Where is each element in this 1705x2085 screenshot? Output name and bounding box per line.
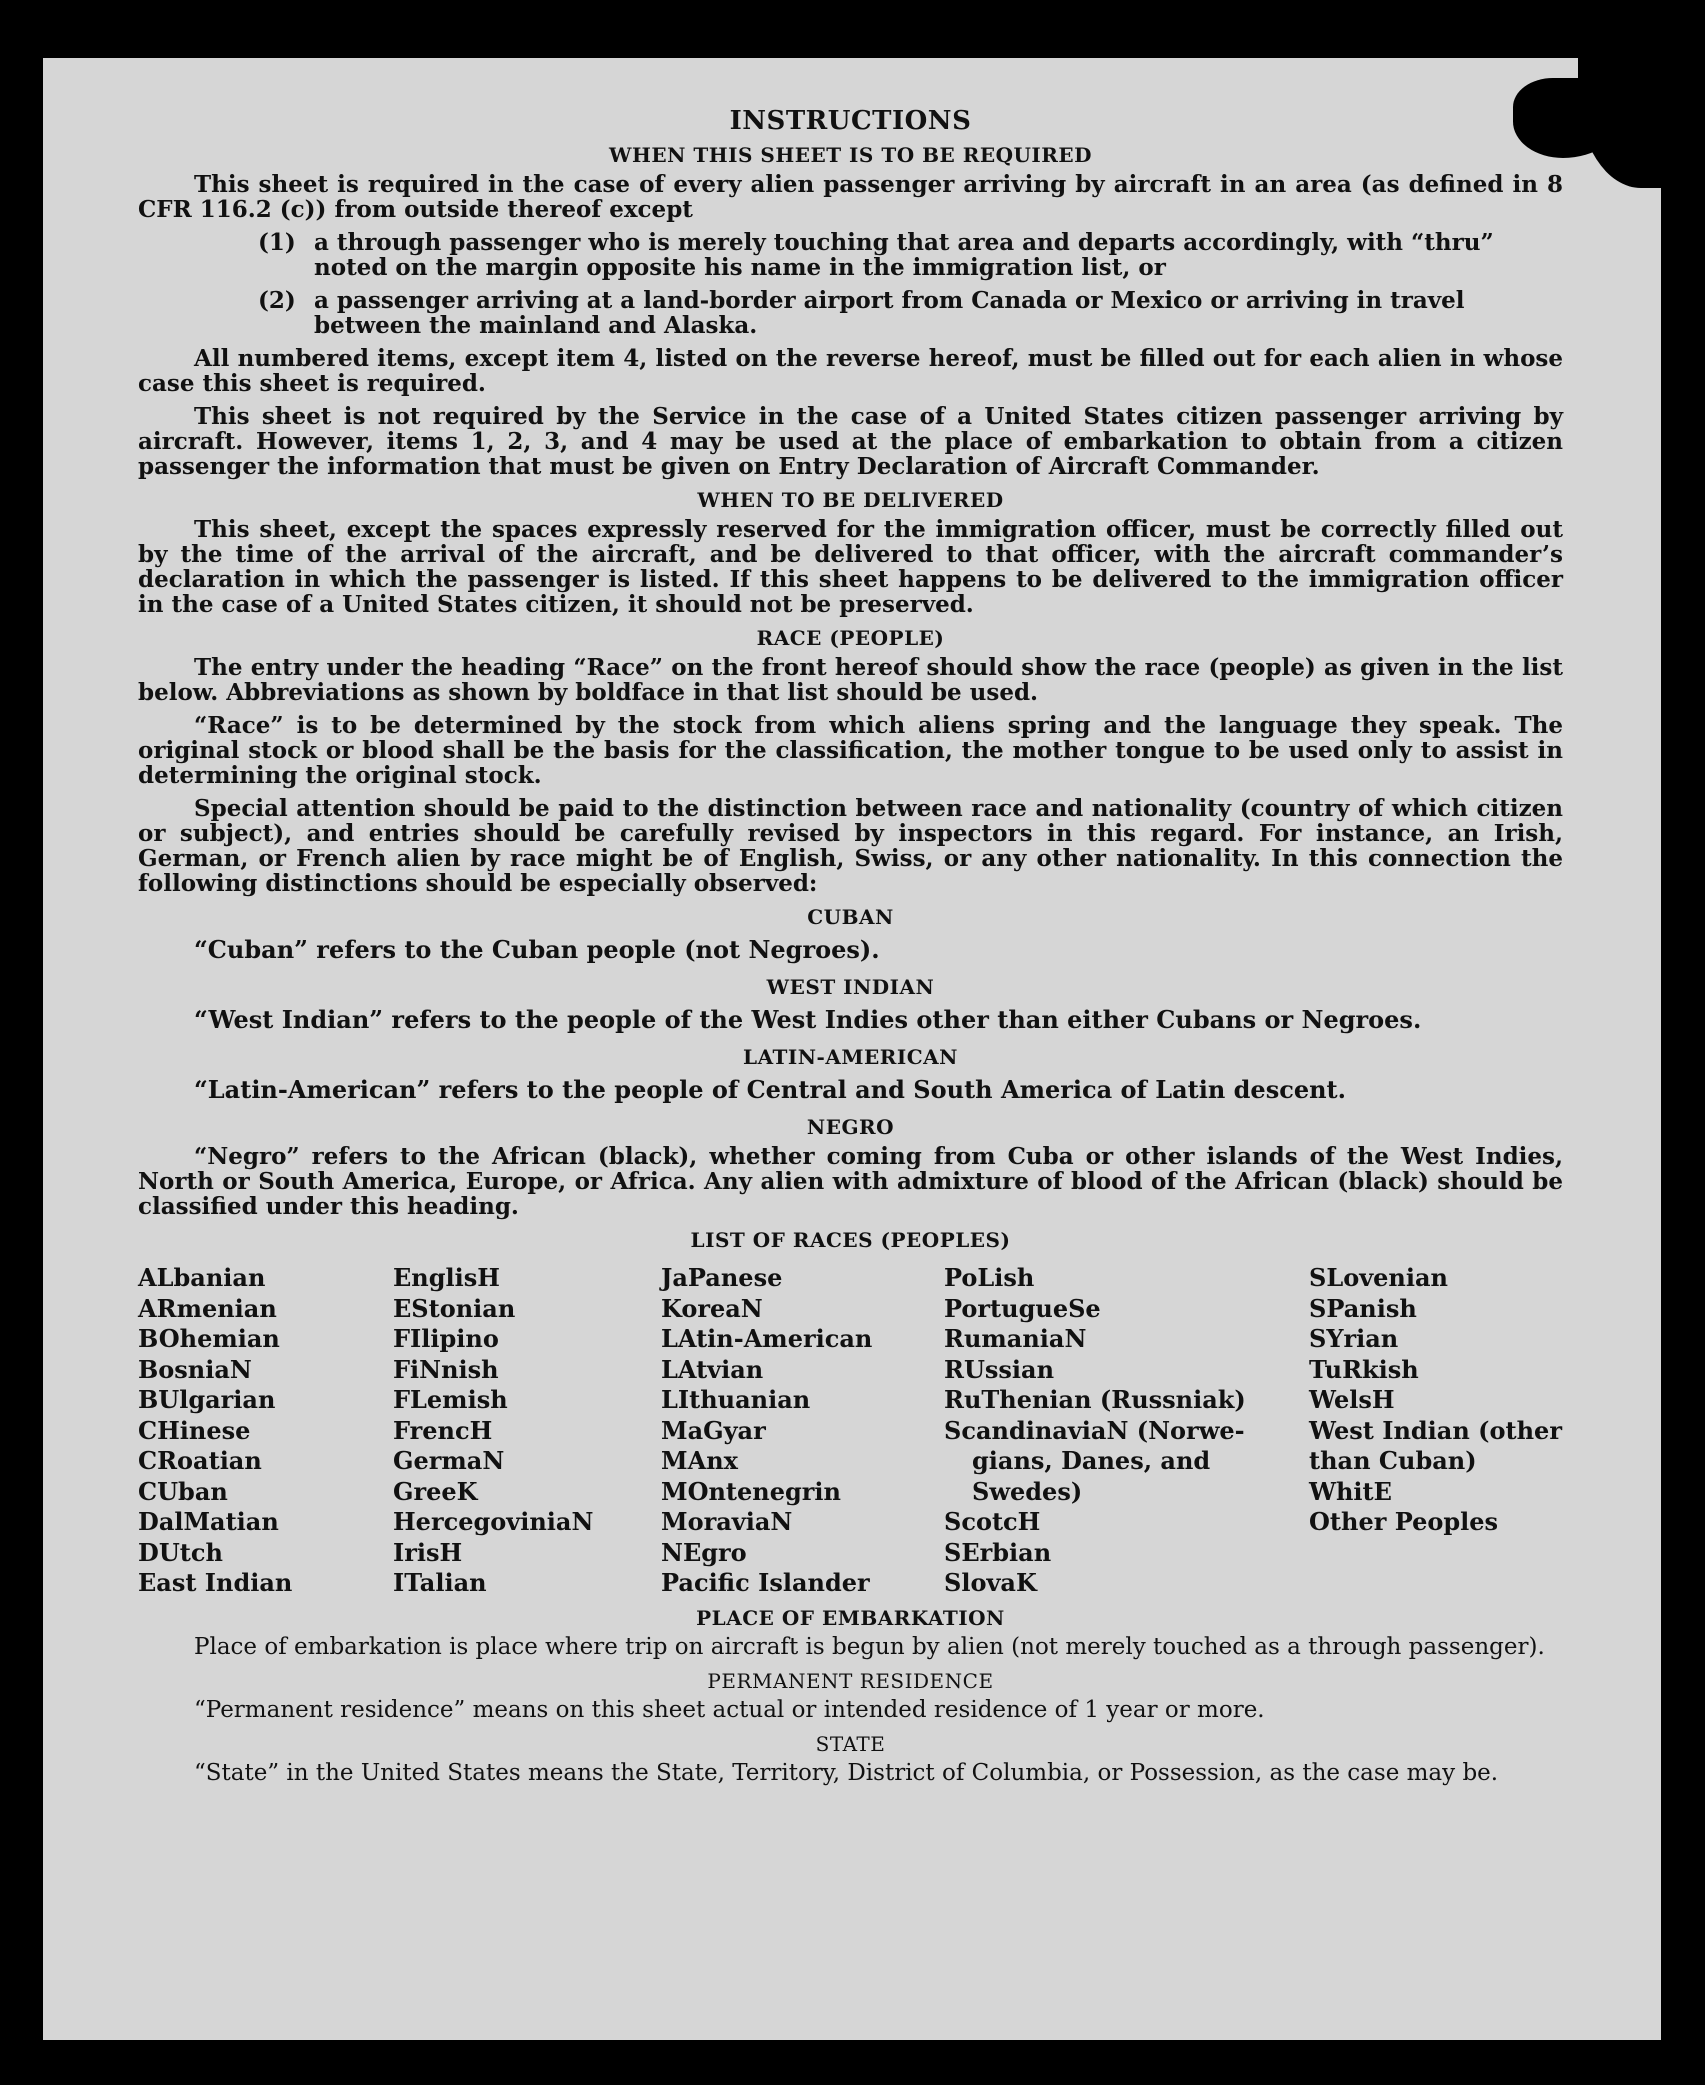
race-entry: ALbanian xyxy=(138,1263,266,1292)
race-entry: CRoatian xyxy=(138,1446,262,1475)
race-entry: DUtch xyxy=(138,1537,223,1567)
race-entry: gians, Danes, and xyxy=(972,1446,1211,1475)
race-entry: FiNnish xyxy=(393,1354,499,1384)
latin-american-definition: “Latin-American” refers to the people of Central and South America of Latin descent. xyxy=(194,1075,1346,1104)
item-number: (1) xyxy=(258,229,296,256)
race-entry: MOntenegrin xyxy=(661,1476,841,1506)
race-entry: SPanish xyxy=(1309,1293,1417,1323)
race-entry: WelsH xyxy=(1309,1385,1395,1414)
races-column-3 xyxy=(661,1263,944,1599)
races-column-5 xyxy=(1309,1263,1563,1599)
race-entry: JaPanese xyxy=(661,1263,783,1292)
heading-state: STATE xyxy=(815,1731,886,1756)
when-required-intro: This sheet is required in the case of every alien passenger arriving by aircraft in an area (as defined in 8 CFR 116.2 (c)) from outside thereof except xyxy=(138,171,1563,223)
instructions-body xyxy=(138,106,1563,1794)
document-page xyxy=(43,58,1661,2040)
race-entry: PoLish xyxy=(944,1263,1035,1292)
item-text: a through passenger who is merely touching that area and departs accordingly, with “thru” noted on the margin opposite his name in the immigration list, or xyxy=(314,229,1494,281)
race-entry: ARmenian xyxy=(138,1293,277,1323)
race-entry: Pacific Islander xyxy=(661,1568,870,1597)
race-entry: HercegoviniaN xyxy=(393,1507,594,1536)
race-entry: SlovaK xyxy=(944,1568,1037,1597)
item-text: a passenger arriving at a land-border airport from Canada or Mexico or arriving in travel between the mainland and Alaska. xyxy=(314,287,1465,339)
race-entry: SLovenian xyxy=(1309,1263,1448,1292)
race-entry: IrisH xyxy=(393,1537,463,1567)
race-entry: BosniaN xyxy=(138,1354,252,1384)
race-entry: GermaN xyxy=(393,1446,505,1475)
races-table xyxy=(138,1263,1563,1599)
race-entry: EStonian xyxy=(393,1293,516,1323)
race-entry: EnglisH xyxy=(393,1263,500,1292)
negro-definition: “Negro” refers to the African (black), whether coming from Cuba or other islands of the West Indies, North or South America, Europe, or Africa. Any alien with admixture of blood of the African (black) should be classified under this heading. xyxy=(138,1143,1563,1220)
torn-corner-edge xyxy=(1578,48,1668,188)
race-entry: FIlipino xyxy=(393,1324,499,1353)
heading-when-delivered: WHEN TO BE DELIVERED xyxy=(697,488,1004,512)
state-text: “State” in the United States means the State, Territory, District of Columbia, or Possession, as the case may be. xyxy=(194,1759,1499,1786)
race-entry: PortugueSe xyxy=(944,1293,1101,1323)
race-entry: MaGyar xyxy=(661,1415,766,1445)
race-paragraph-2: “Race” is to be determined by the stock from which aliens spring and the language they speak. The original stock or blood shall be the basis for the classification, the mother tongue to be used only to assist in determining the original stock. xyxy=(138,712,1563,789)
race-entry: RuThenian (Russniak) xyxy=(944,1385,1246,1414)
race-entry: DalMatian xyxy=(138,1507,279,1536)
race-entry: LIthuanian xyxy=(661,1385,811,1414)
heading-negro: NEGRO xyxy=(806,1115,895,1139)
heading-list-of-races: LIST OF RACES (PEOPLES) xyxy=(690,1228,1011,1252)
race-entry: MAnx xyxy=(661,1446,738,1475)
heading-cuban: CUBAN xyxy=(807,905,894,929)
race-entry: CUban xyxy=(138,1476,228,1506)
race-entry: RumaniaN xyxy=(944,1324,1087,1353)
race-entry: NEgro xyxy=(661,1537,747,1567)
race-entry: CHinese xyxy=(138,1415,251,1445)
residence-text: “Permanent residence” means on this sheet actual or intended residence of 1 year or more. xyxy=(194,1696,1265,1723)
race-entry: SYrian xyxy=(1309,1324,1399,1353)
race-entry: LAtvian xyxy=(661,1354,764,1384)
race-entry: FrencH xyxy=(393,1415,493,1445)
west-indian-definition: “West Indian” refers to the people of the West Indies other than either Cubans or Negroes. xyxy=(194,1005,1422,1034)
when-delivered-text: This sheet, except the spaces expressly reserved for the immigration officer, must be correctly filled out by the time of the arrival of the aircraft, and be delivered to that officer, with the aircraft commander’s declaration in which the passenger is listed. If this sheet happens to be delivered to the immigration officer in the case of a United States citizen, it should not be preserved. xyxy=(138,516,1563,618)
race-entry: FLemish xyxy=(393,1385,508,1414)
heading-permanent-residence: PERMANENT RESIDENCE xyxy=(707,1668,994,1693)
race-entry: ITalian xyxy=(393,1568,487,1597)
race-entry: MoraviaN xyxy=(661,1507,793,1536)
race-entry: Swedes) xyxy=(972,1476,1083,1506)
race-entry: SErbian xyxy=(944,1537,1052,1567)
when-required-paragraph-2: All numbered items, except item 4, listed on the reverse hereof, must be filled out for each alien in whose case this sheet is required. xyxy=(138,345,1563,397)
exception-item-2 xyxy=(258,288,1563,338)
race-entry: West Indian (other xyxy=(1309,1415,1562,1445)
races-column-4 xyxy=(944,1263,1309,1599)
race-entry: LAtin-American xyxy=(661,1324,873,1353)
race-entry: KoreaN xyxy=(661,1293,763,1323)
race-entry: BUlgarian xyxy=(138,1385,276,1414)
race-paragraph-1: The entry under the heading “Race” on the front hereof should show the race (people) as given in the list below. Abbreviations as shown by boldface in that list should be used. xyxy=(138,654,1563,706)
heading-west-indian: WEST INDIAN xyxy=(766,975,935,999)
heading-when-required: WHEN THIS SHEET IS TO BE REQUIRED xyxy=(609,143,1092,167)
races-column-1 xyxy=(138,1263,393,1599)
page-title: INSTRUCTIONS xyxy=(729,106,972,136)
heading-embarkation: PLACE OF EMBARKATION xyxy=(696,1605,1005,1630)
race-entry: BOhemian xyxy=(138,1324,280,1353)
race-entry: than Cuban) xyxy=(1309,1446,1477,1475)
race-entry: WhitE xyxy=(1309,1476,1392,1506)
race-entry: ScandinaviaN (Norwe- xyxy=(944,1415,1245,1445)
exception-item-1 xyxy=(258,230,1563,280)
race-entry: GreeK xyxy=(393,1476,478,1506)
race-entry: Other Peoples xyxy=(1309,1507,1499,1536)
when-required-paragraph-3: This sheet is not required by the Service in the case of a United States citizen passenger arriving by aircraft. However, items 1, 2, 3, and 4 may be used at the place of embarkation to obtain from a citizen passenger the information that must be given on Entry Declaration of Aircraft Commander. xyxy=(138,403,1563,480)
embarkation-text: Place of embarkation is place where trip on aircraft is begun by alien (not merely touched as a through passenger). xyxy=(194,1633,1545,1660)
item-number: (2) xyxy=(258,287,296,314)
races-column-2 xyxy=(393,1263,661,1599)
heading-latin-american: LATIN-AMERICAN xyxy=(743,1045,958,1069)
heading-race: RACE (PEOPLE) xyxy=(756,626,945,650)
race-entry: RUssian xyxy=(944,1354,1055,1384)
race-entry: East Indian xyxy=(138,1568,293,1597)
race-entry: ScotcH xyxy=(944,1507,1041,1536)
cuban-definition: “Cuban” refers to the Cuban people (not Negroes). xyxy=(194,935,880,964)
race-entry: TuRkish xyxy=(1309,1354,1419,1384)
race-paragraph-3: Special attention should be paid to the distinction between race and nationality (country of which citizen or subject), and entries should be carefully revised by inspectors in this regard. For instance, an Irish, German, or French alien by race might be of English, Swiss, or any other nationality. In this connection the following distinctions should be especially observed: xyxy=(138,795,1563,897)
